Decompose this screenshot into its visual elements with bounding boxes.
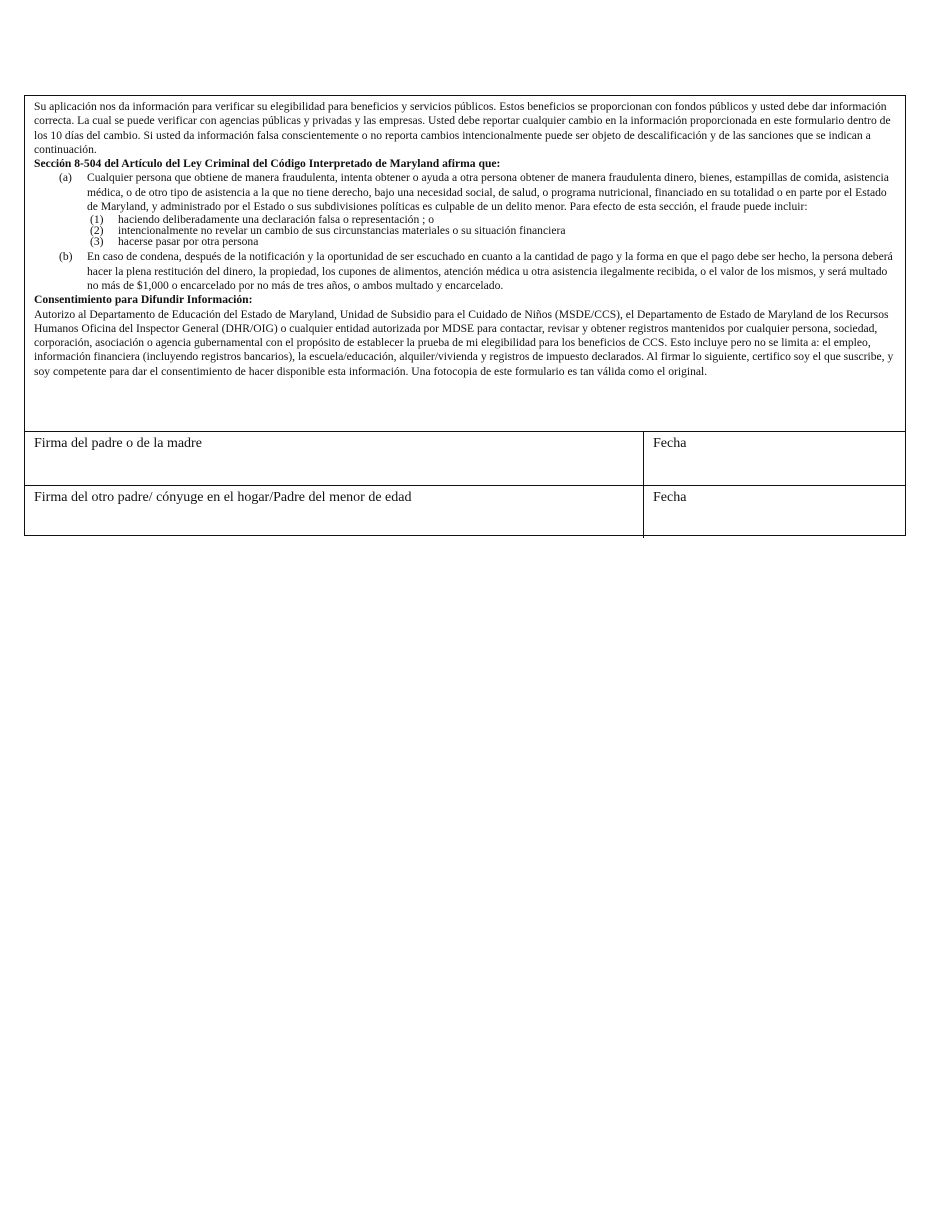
signature-row <box>25 432 905 485</box>
item-text: En caso de condena, después de la notificación y la oportunidad de ser escuchado en cuanto a la cantidad de pago y la forma en que el pago debe ser hecho, la persona deberá hacer la plena restitución del dinero, la propiedad, los cupones de alimentos, atención médica u otra asistencia ilegalmente recibida, o el valor de los mismos, y será multado no más de $1,000 o encarcelado por no más de tres años, o ambos multado y encarcelado. <box>87 250 893 292</box>
subitem-text: hacerse pasar por otra persona <box>118 235 259 249</box>
item-label: (a) <box>59 171 72 185</box>
item-label: (b) <box>59 250 73 264</box>
parent-signature-field[interactable] <box>25 432 644 485</box>
subitem-text: intencionalmente no revelar un cambio de sus circunstancias materiales o su situación financiera <box>118 224 566 238</box>
other-parent-signature-field[interactable] <box>25 486 644 538</box>
list-item-a <box>34 171 896 214</box>
signature-row <box>25 485 905 538</box>
consent-paragraph: Autorizo al Departamento de Educación del Estado de Maryland, Unidad de Subsidio para el Cuidado de Niños (MSDE/CCS), el Departamento de Estado de Maryland de los Recursos Humanos Oficina del Inspector General (DHR/OIG) o cualquier entidad autorizada por MDSE para contactar, revisar y obtener registros mantenidos por cualquier persona, sociedad, corporación, asociación o agencia gubernamental con el propósito de establecer la prueba de mi elegibilidad para los beneficios de CCS. Esto incluye pero no se limita a: el empleo, información financiera (incluyendo registros bancarios), la escuela/educación, alquiler/vivienda y registros de impuesto declarados. Al firmar lo siguiente, certifico soy el que suscribe, y soy competente para dar el consentimiento de hacer disponible esta información. Una fotocopia de este formulario es tan válida como el original. <box>34 307 894 378</box>
list-subitem <box>90 236 896 247</box>
signature-label: Firma del otro padre/ cónyuge en el hogar/Padre del menor de edad <box>34 490 412 505</box>
consent-heading: Consentimiento para Difundir Información: <box>34 293 253 307</box>
parent-date-field[interactable] <box>644 432 905 485</box>
subitem-label: (3) <box>90 235 104 249</box>
other-parent-date-field[interactable] <box>644 486 905 538</box>
consent-form-box <box>24 95 906 536</box>
signature-label: Firma del padre o de la madre <box>34 436 202 451</box>
subitem-text: haciendo deliberadamente una declaración falsa o representación ; o <box>118 213 435 227</box>
list-item-b <box>34 250 896 293</box>
signature-table <box>25 431 905 538</box>
date-label: Fecha <box>653 490 687 505</box>
form-content <box>34 100 896 379</box>
subitem-label: (2) <box>90 224 104 238</box>
intro-paragraph: Su aplicación nos da información para verificar su elegibilidad para beneficios y servicios públicos. Estos beneficios se proporcionan con fondos públicos y usted debe dar información correcta. La cual se puede verificar con agencias públicas y privadas y las empresas. Usted debe reportar cualquier cambio en la información proporcionada en este formulario dentro de los 10 días del cambio. Si usted da información falsa conscientemente o no reporta cambios intencionalmente puede ser objeto de descalificación y de las sanciones que se indican a continuación. <box>34 100 891 156</box>
item-text: Cualquier persona que obtiene de manera fraudulenta, intenta obtener o ayuda a otra persona obtener de manera fraudulenta dinero, bienes, estampillas de comida, asistencia médica, o de otro tipo de asistencia a la que no tiene derecho, bajo una necesidad social, de salud, o programa nutricional, financiado en su totalidad o en parte por el Estado de Maryland, y administrado por el Estado o sus subdivisiones políticas es culpable de un delito menor. Para efecto de esta sección, el fraude puede incluir: <box>87 171 889 214</box>
subitem-label: (1) <box>90 213 104 227</box>
section-heading: Sección 8-504 del Artículo del Ley Criminal del Código Interpretado de Maryland afirma que: <box>34 157 501 171</box>
date-label: Fecha <box>653 436 687 451</box>
